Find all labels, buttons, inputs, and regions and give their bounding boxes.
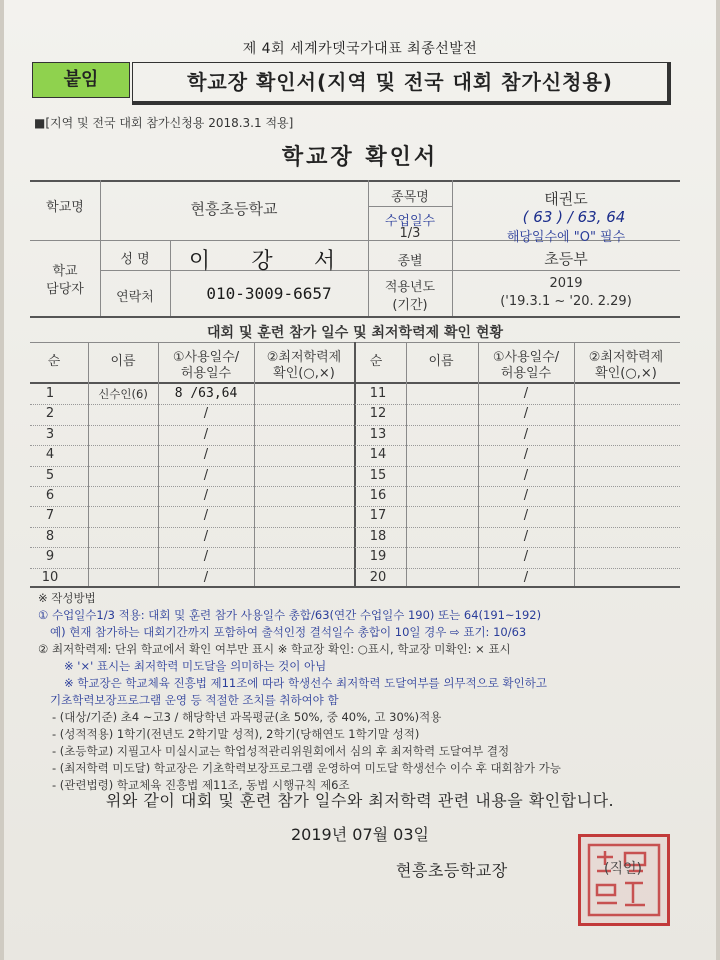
row-used-days: / (523, 549, 529, 565)
instruction-line: ※ 학교장은 학교체육 진흥법 제11조에 따라 학생선수 최저학력 도달여부를 의무적으로 확인하고 (64, 676, 547, 690)
instruction-line: 기초학력보장프로그램 운영 등 적절한 조치를 취하여야 함 (50, 693, 339, 707)
row-divider (30, 404, 680, 405)
school-name: 현흥초등학교 (190, 200, 278, 218)
col-min-right: ②최저학력제 (588, 350, 664, 365)
row-used-days: / (203, 426, 209, 442)
row-used-days: / (523, 488, 529, 503)
row-used-days: / (203, 447, 209, 463)
col-used-left: ①사용일수/ (172, 350, 240, 365)
instruction-line: 예) 현재 참가하는 대회기간까지 포함하여 출석인정 결석일수 총합이 10일 경우 ⇨ 표기: 10/63 (50, 625, 527, 639)
row-used-days: / (523, 447, 529, 463)
form-title: 학교장 확인서(지역 및 전국 대회 참가신청용) (132, 62, 671, 105)
col-min-left-2: 확인(○,×) (273, 366, 335, 381)
row-used-days: / (523, 569, 529, 585)
document-title: 학교장 확인서 (281, 145, 439, 170)
row-used-days: / (523, 467, 529, 483)
row-used-days: / (523, 426, 529, 442)
instruction-line: ② 최저학력제: 단위 학교에서 확인 여부만 표시 ※ 학교장 확인: ○표시, 학교장 미확인: × 표시 (38, 642, 511, 656)
col-min-right-2: 확인(○,×) (595, 366, 657, 381)
row-number: 7 (45, 508, 55, 524)
row-divider (30, 547, 680, 548)
row-divider (30, 527, 680, 528)
document-page (4, 0, 716, 960)
row-divider (30, 445, 680, 446)
row-number: 17 (369, 508, 387, 524)
row-divider (30, 466, 680, 467)
row-number: 9 (45, 549, 55, 565)
row-number: 8 (45, 528, 55, 544)
year-label: 적용년도 (384, 280, 436, 295)
col-no-left: 순 (47, 354, 61, 369)
row-used-days: / (523, 508, 529, 524)
row-divider (30, 425, 680, 426)
phone-value: 010-3009-6657 (206, 284, 332, 303)
col-used-right: ①사용일수/ (492, 350, 560, 365)
instruction-line: ※ 작성방법 (38, 591, 96, 605)
row-number: 11 (369, 386, 387, 401)
row-number: 5 (45, 467, 55, 483)
row-used-days: / (203, 569, 209, 585)
days-value: ( 63 ) / 63, 64 (522, 208, 626, 226)
row-name: 신수인(6) (98, 387, 148, 401)
confirmation-statement: 위와 같이 대회 및 훈련 참가 일수와 최저학력 관련 내용을 확인합니다. (105, 791, 615, 810)
row-divider (30, 506, 680, 507)
days-label: 수업일수 (384, 214, 436, 229)
col-used-right-2: 허용일수 (500, 366, 552, 381)
row-number: 12 (369, 406, 387, 422)
instruction-line: - (초등학교) 지필고사 미실시교는 학업성적관리위원회에서 심의 후 최저학력 도달여부 결정 (52, 744, 510, 758)
col-no-right: 순 (369, 354, 383, 369)
row-number: 13 (369, 426, 387, 442)
row-used-days: / (523, 528, 529, 544)
row-used-days: / (523, 386, 529, 401)
event-label: 종목명 (391, 190, 429, 205)
row-number: 6 (45, 488, 55, 503)
name-label: 성 명 (120, 252, 150, 267)
row-used-days: / (203, 528, 209, 544)
contact-label-line1: 학교 (52, 264, 78, 279)
official-seal-stamp (578, 834, 670, 926)
kind-label: 종별 (397, 254, 423, 269)
seal-mark: (직인) (604, 861, 642, 877)
row-number: 14 (369, 447, 387, 463)
col-name-left: 이름 (110, 354, 136, 369)
col-name-right: 이름 (428, 354, 454, 369)
row-number: 15 (369, 467, 387, 483)
col-min-left: ②최저학력제 (266, 350, 342, 365)
table-title: 대회 및 훈련 참가 일수 및 최저학력제 확인 현황 (207, 325, 503, 341)
applies-to-note: ■[지역 및 전국 대회 참가신청용 2018.3.1 적용] (34, 116, 294, 130)
row-number: 16 (369, 488, 387, 503)
year-value: 2019 (549, 276, 583, 291)
row-number: 2 (45, 406, 55, 422)
row-used-days: / (203, 488, 209, 503)
row-number: 20 (369, 569, 387, 585)
instruction-line: ① 수업일수1/3 적용: 대회 및 훈련 참가 사용일수 총합/63(연간 수업일수 190) 또는 64(191~192) (38, 608, 542, 622)
row-number: 1 (45, 386, 55, 401)
instruction-line: - (성적적용) 1학기(전년도 2학기말 성적), 2학기(당해연도 1학기말 성적) (52, 727, 420, 741)
row-divider (30, 486, 680, 487)
row-used-days: 8 /63,64 (174, 386, 238, 401)
contact-name: 이 강 서 (188, 249, 350, 274)
kind-value: 초등부 (544, 250, 588, 268)
phone-label: 연락처 (116, 290, 154, 305)
row-number: 10 (41, 569, 59, 585)
instruction-line: - (대상/기준) 초4 ~고3 / 해당학년 과목평균(초 50%, 중 40%, 고 30%)적용 (52, 710, 442, 724)
instruction-line: - (관련법령) 학교체육 진흥법 제11조, 동법 시행규칙 제6조 (52, 778, 350, 792)
principal-title: 현흥초등학교장 (396, 861, 508, 880)
competition-title: 제 4회 세계카뎃국가대표 최종선발전 (242, 41, 478, 57)
col-used-left-2: 허용일수 (180, 366, 232, 381)
instruction-line: ※ '×' 표시는 최저학력 미도달을 의미하는 것이 아님 (64, 659, 327, 673)
school-label: 학교명 (46, 200, 84, 215)
period-value: ('19.3.1 ~ '20. 2.29) (500, 294, 632, 309)
row-used-days: / (203, 549, 209, 565)
instructions (38, 590, 561, 794)
days-hint: 해당일수에 "O" 필수 (506, 230, 626, 245)
year-label-period: (기간) (392, 298, 428, 313)
days-label-fraction: 1/3 (399, 226, 421, 241)
issue-date: 2019년 07월 03일 (291, 825, 429, 844)
row-divider (30, 568, 680, 569)
row-number: 3 (45, 426, 55, 442)
row-number: 4 (45, 447, 55, 463)
seal-icon (581, 837, 667, 923)
row-used-days: / (203, 508, 209, 524)
row-used-days: / (203, 406, 209, 422)
row-used-days: / (203, 467, 209, 483)
instruction-line: - (최저학력 미도달) 학교장은 기초학력보장프로그램 운영하여 미도달 학생선수 이수 후 대회참가 가능 (52, 761, 561, 775)
row-number: 19 (369, 549, 387, 565)
contact-label-line2: 담당자 (46, 282, 84, 297)
row-used-days: / (523, 406, 529, 422)
row-number: 18 (369, 528, 387, 544)
event-value: 태권도 (544, 190, 588, 208)
attachment-badge: 붙임 (32, 62, 130, 98)
